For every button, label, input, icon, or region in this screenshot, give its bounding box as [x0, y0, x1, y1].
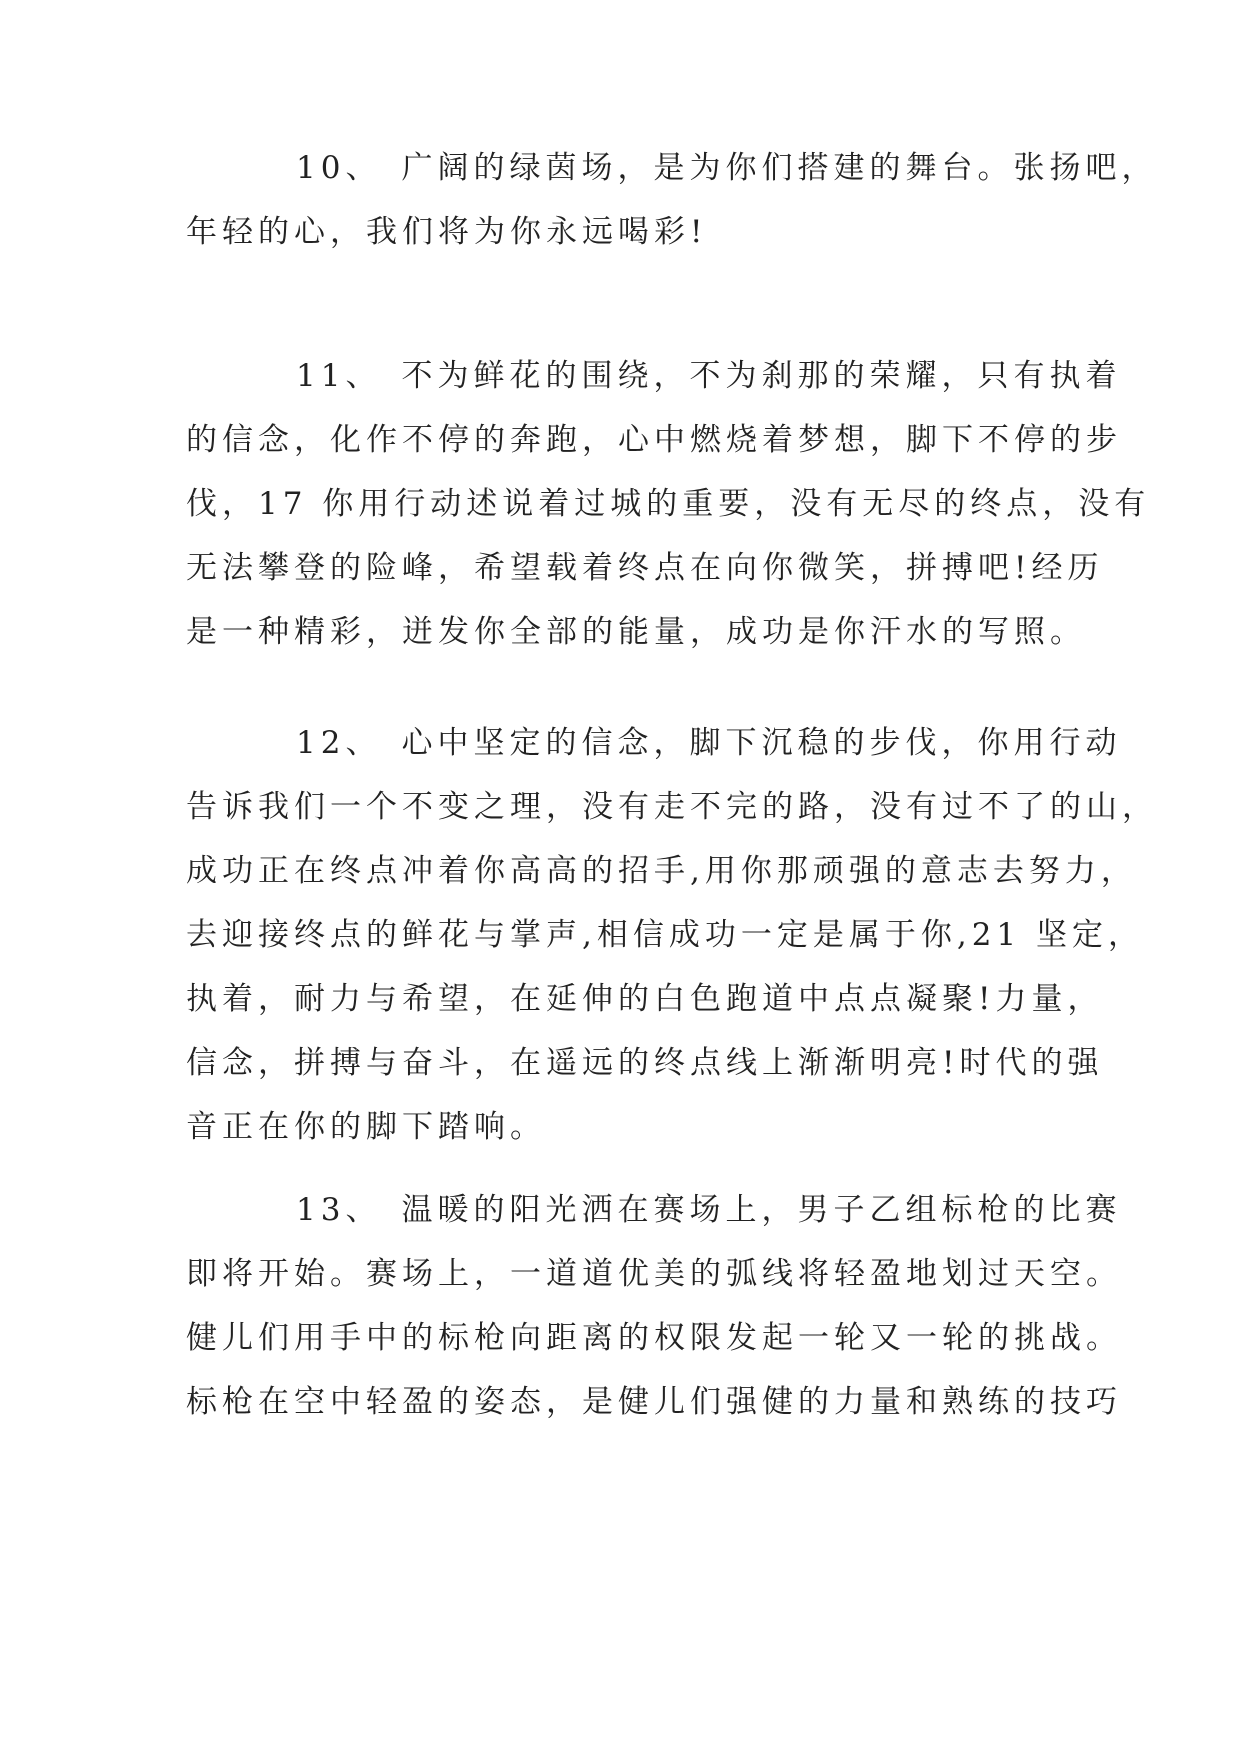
paragraph-first-line	[186, 711, 1122, 775]
line-text: 心中坚定的信念，脚下沉稳的步伐，你用行动	[401, 725, 1122, 761]
paragraph-number: 10、	[296, 150, 382, 186]
paragraph-line: 音正在你的脚下踏响。	[186, 1109, 546, 1145]
paragraph-line: 无法攀登的险峰，希望载着终点在向你微笑，拼搏吧!经历	[186, 550, 1104, 586]
paragraph-line: 去迎接终点的鲜花与掌声,相信成功一定是属于你,21 坚定，	[186, 917, 1145, 953]
paragraph-line: 执着，耐力与希望，在延伸的白色跑道中点点凝聚!力量，	[186, 981, 1104, 1017]
line-text: 不为鲜花的围绕，不为刹那的荣耀，只有执着	[401, 358, 1122, 394]
paragraph-10	[186, 136, 1158, 264]
paragraph-line: 的信念，化作不停的奔跑，心中燃烧着梦想，脚下不停的步	[186, 422, 1122, 458]
paragraph-line: 成功正在终点冲着你高高的招手,用你那顽强的意志去努力，	[186, 853, 1137, 889]
paragraph-first-line	[186, 136, 1158, 200]
paragraph-first-line	[186, 1178, 1122, 1242]
line-text: 广阔的绿茵场，是为你们搭建的舞台。张扬吧，	[401, 150, 1158, 186]
paragraph-11	[186, 344, 1151, 664]
line-text: 温暖的阳光洒在赛场上，男子乙组标枪的比赛	[401, 1192, 1122, 1228]
paragraph-line: 信念，拼搏与奋斗，在遥远的终点线上渐渐明亮!时代的强	[186, 1045, 1104, 1081]
paragraph-first-line	[186, 344, 1122, 408]
paragraph-number: 13、	[296, 1192, 382, 1228]
paragraph-line: 标枪在空中轻盈的姿态，是健儿们强健的力量和熟练的技巧	[186, 1384, 1122, 1420]
paragraph-line: 健儿们用手中的标枪向距离的权限发起一轮又一轮的挑战。	[186, 1320, 1122, 1356]
paragraph-13	[186, 1178, 1122, 1434]
paragraph-line: 年轻的心，我们将为你永远喝彩!	[186, 214, 708, 250]
paragraph-line: 是一种精彩，迸发你全部的能量，成功是你汗水的写照。	[186, 614, 1086, 650]
paragraph-12	[186, 711, 1158, 1159]
paragraph-line: 告诉我们一个不变之理，没有走不完的路，没有过不了的山，	[186, 789, 1158, 825]
paragraph-line: 伐，17 你用行动述说着过城的重要，没有无尽的终点，没有	[186, 486, 1151, 522]
paragraph-number: 11、	[296, 358, 382, 394]
paragraph-number: 12、	[296, 725, 382, 761]
paragraph-line: 即将开始。赛场上，一道道优美的弧线将轻盈地划过天空。	[186, 1256, 1122, 1292]
